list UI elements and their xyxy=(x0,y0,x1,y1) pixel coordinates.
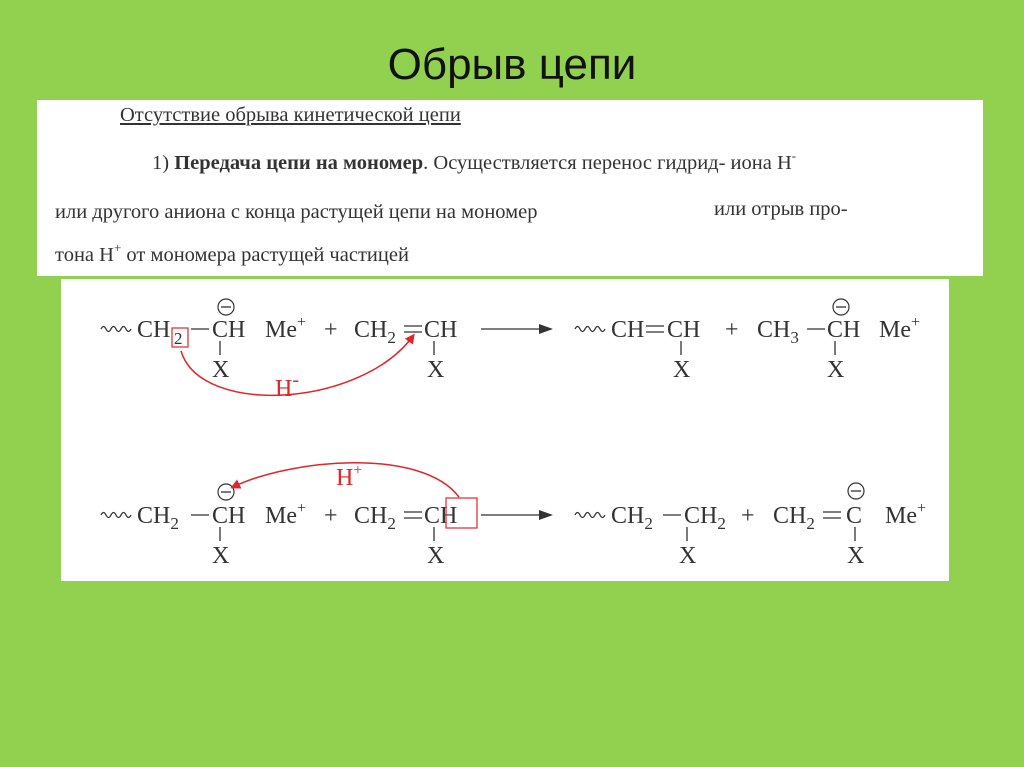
r1-monomer-ch2: $CH_2$ xyxy=(354,317,396,347)
section-heading: Отсутствие обрыва кинетической цепи xyxy=(120,104,461,126)
r1-product-plus: + xyxy=(725,317,739,343)
r2-product-ch2-b: $CH_2$ xyxy=(684,503,726,533)
r1-product-ch-a: CH xyxy=(611,317,645,343)
paragraph-line-3 xyxy=(55,240,409,267)
r2-product-ch2-c: $CH_2$ xyxy=(773,503,815,533)
r2-product2-x: X xyxy=(847,543,865,569)
r2-product-carbanion: C xyxy=(846,503,863,529)
r1-product-x: X xyxy=(673,357,691,383)
paragraph-line-2: или другого аниона с конца растущей цепи на мономер xyxy=(55,201,538,223)
r1-product-ch3: $CH_3$ xyxy=(757,317,799,347)
proton-label: H+ xyxy=(336,462,363,491)
wavy-chain-icon xyxy=(575,327,605,332)
r2-monomer-ch2: $CH_2$ xyxy=(354,503,396,533)
r1-monomer-x: X xyxy=(427,357,445,383)
r2-monomer-ch: CH xyxy=(424,503,458,529)
r1-chain-ch: CH xyxy=(137,317,171,343)
reaction-1 xyxy=(101,299,920,402)
reaction-2 xyxy=(101,462,926,569)
r1-monomer-ch: CH xyxy=(424,317,458,343)
r1-chain-sub: 2 xyxy=(174,329,183,348)
r2-arrowhead-icon xyxy=(539,510,553,520)
paragraph-line-1 xyxy=(152,148,797,175)
wavy-chain-icon xyxy=(101,513,131,518)
line3-text-b: от мономера растущей частицей xyxy=(121,244,409,266)
r1-counterion: Me+ xyxy=(265,314,307,343)
slide-title: Обрыв цепи xyxy=(387,40,637,89)
r1-arrowhead-icon xyxy=(539,324,553,334)
r2-monomer-x: X xyxy=(427,543,445,569)
wavy-chain-icon xyxy=(101,327,131,332)
r2-plus: + xyxy=(324,503,338,529)
reaction-scheme xyxy=(61,279,949,581)
line3-sup: + xyxy=(113,240,122,255)
r1-carbanion: CH xyxy=(212,317,246,343)
r2-counterion: Me+ xyxy=(265,500,307,529)
r2-product-x: X xyxy=(679,543,697,569)
paragraph-line-2b: или отрыв про- xyxy=(714,198,848,220)
reaction-scheme-panel xyxy=(61,279,949,581)
hydride-label: H- xyxy=(275,369,300,402)
item-number: 1) xyxy=(152,152,175,174)
r1-substituent-x: X xyxy=(212,357,230,383)
r2-product-counterion: Me+ xyxy=(885,500,927,529)
r2-carbanion: CH xyxy=(212,503,246,529)
r2-product-plus: + xyxy=(741,503,755,529)
r1-product2-x: X xyxy=(827,357,845,383)
r1-product-counterion: Me+ xyxy=(879,314,921,343)
r2-substituent-x: X xyxy=(212,543,230,569)
line1-text: . Осуществляется перенос гидрид- иона H xyxy=(423,152,792,174)
line3-text-a: тона H xyxy=(55,244,114,266)
line1-sup: - xyxy=(791,148,797,163)
text-panel xyxy=(37,100,983,276)
r1-plus: + xyxy=(324,317,338,343)
r2-chain-ch2: $CH_2$ xyxy=(137,503,179,533)
item-title: Передача цепи на мономер xyxy=(174,152,424,174)
r1-product-ch-b: CH xyxy=(667,317,701,343)
wavy-chain-icon xyxy=(575,513,605,518)
r1-product-carbanion: CH xyxy=(827,317,861,343)
r2-product-ch2-a: $CH_2$ xyxy=(611,503,653,533)
